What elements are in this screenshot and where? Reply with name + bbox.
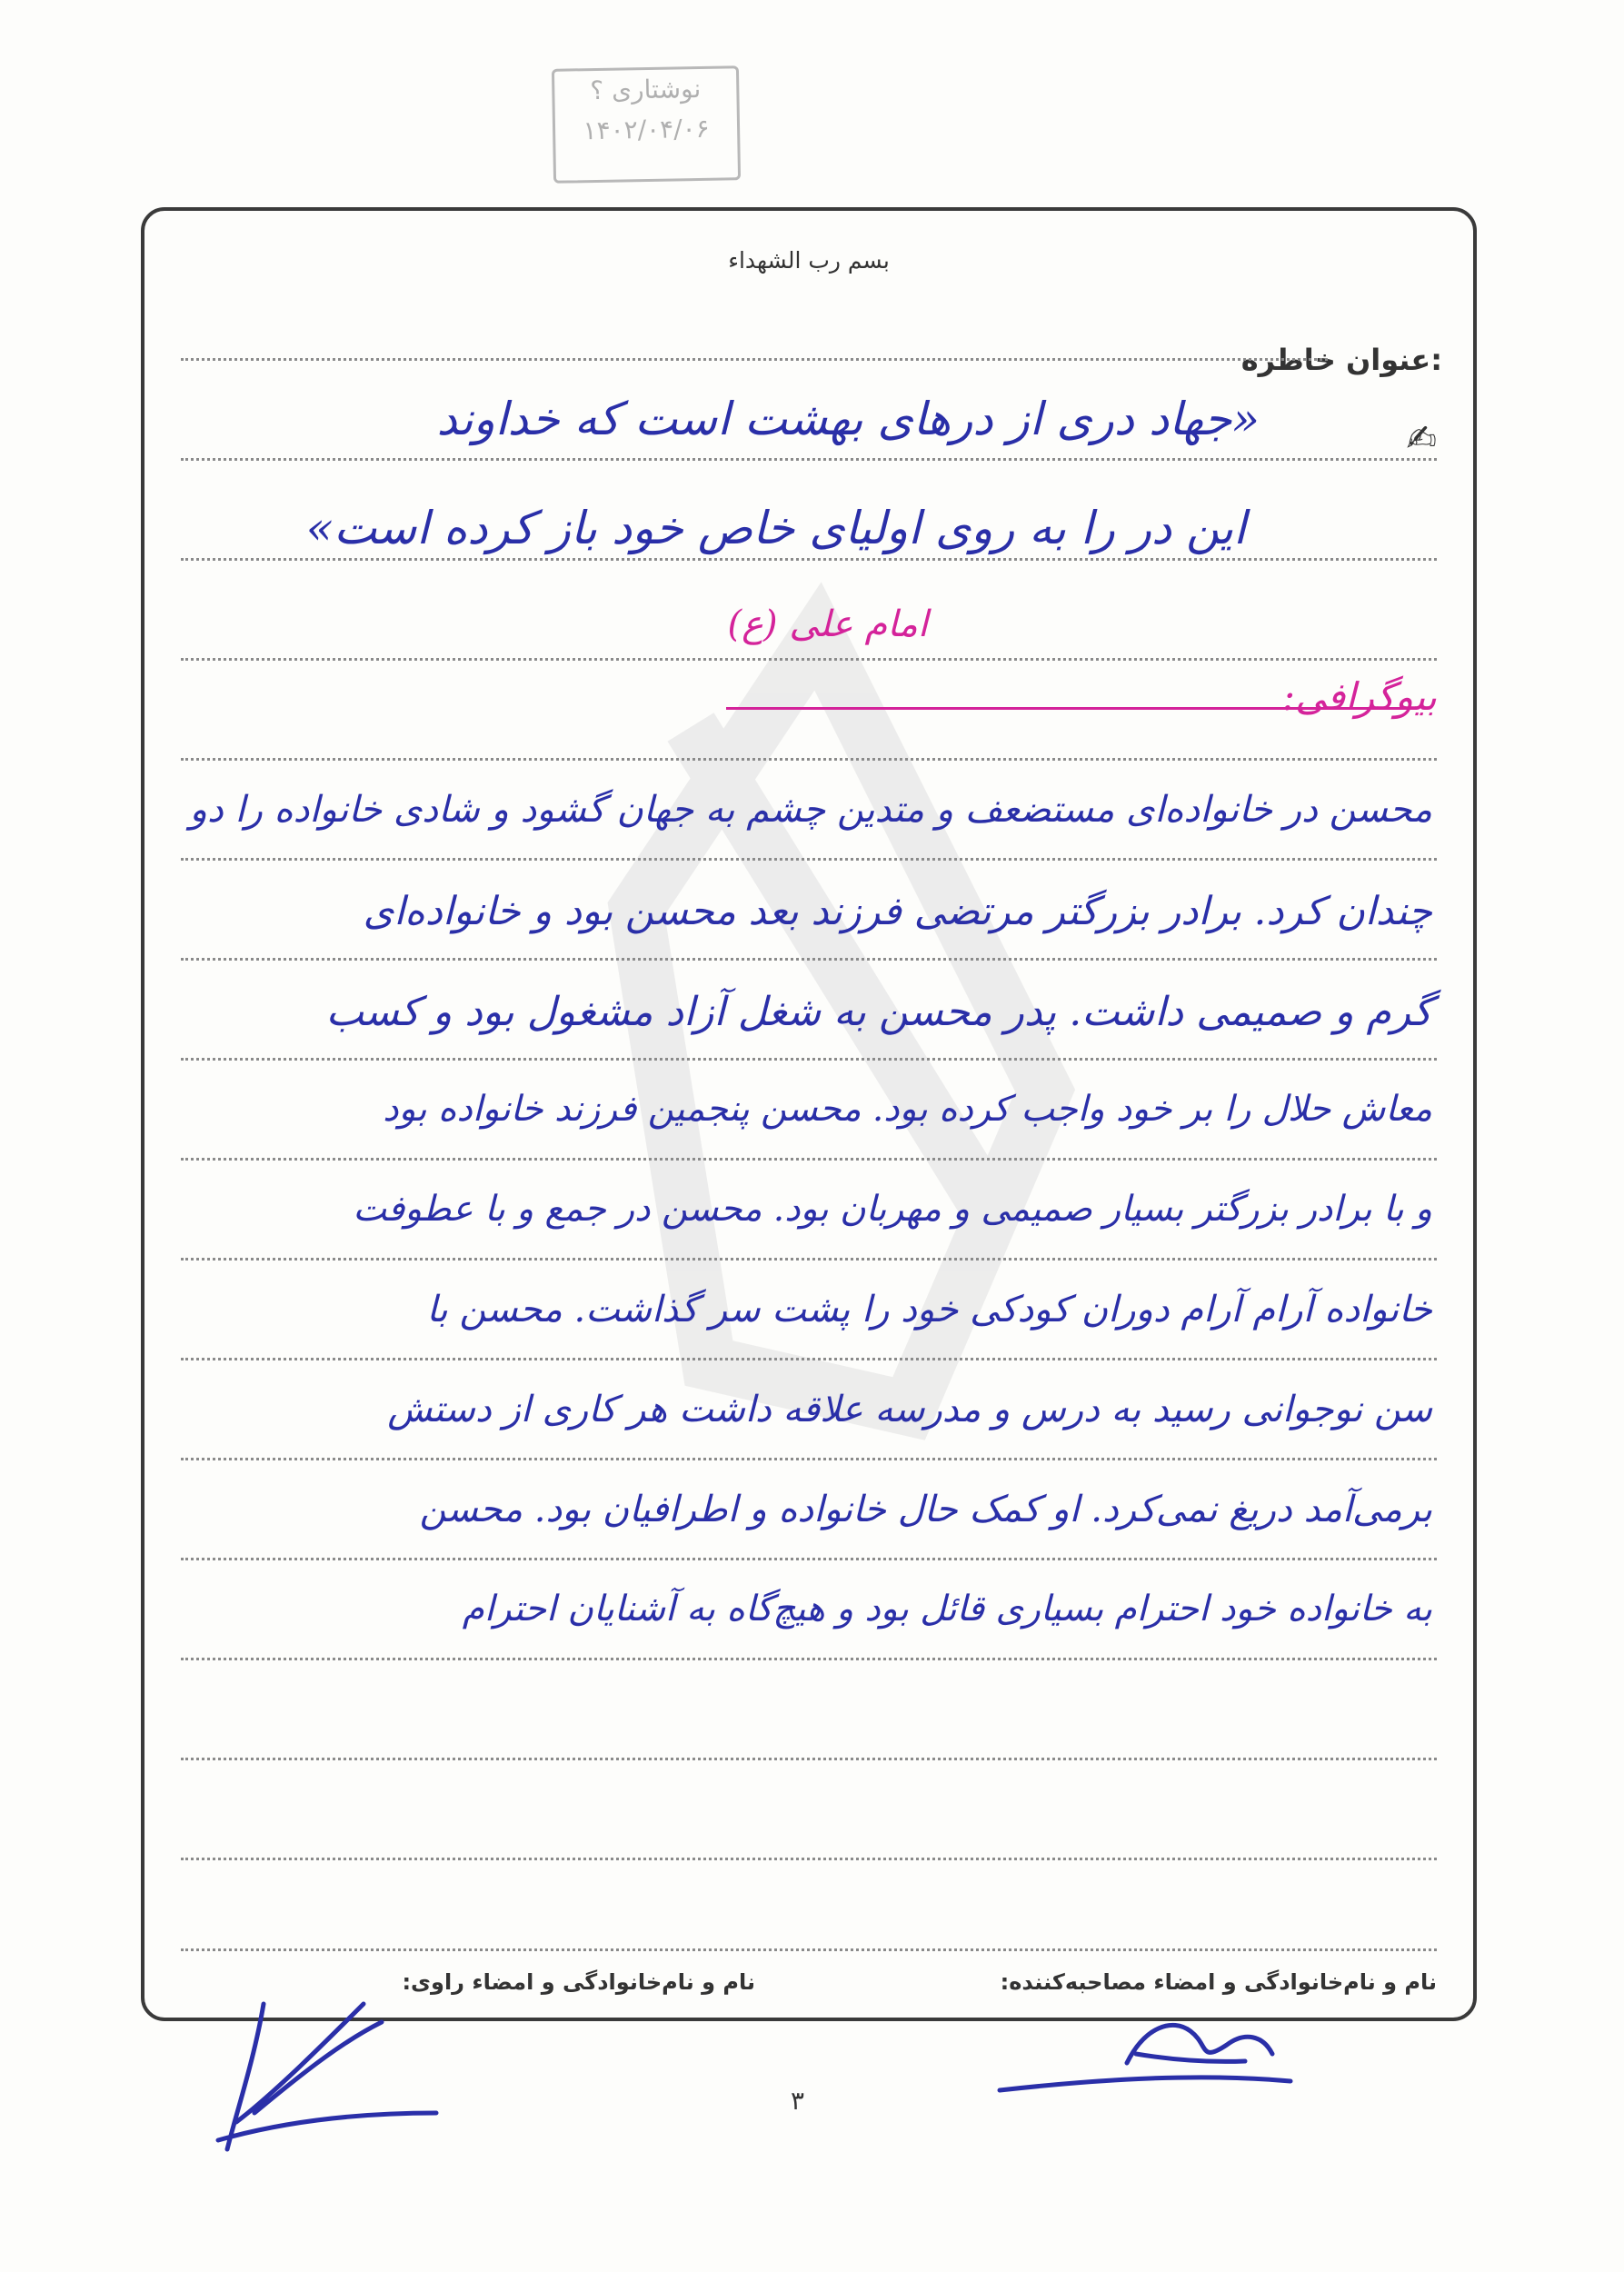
ruled-line	[181, 1658, 1437, 1660]
memoir-form-card	[141, 207, 1477, 2021]
ruled-line	[181, 1058, 1437, 1061]
ruled-line	[181, 1558, 1437, 1560]
ruled-line	[181, 1158, 1437, 1161]
ruled-line	[181, 1948, 1437, 1951]
narrator-signature	[200, 1986, 473, 2167]
ruled-line	[181, 358, 1328, 361]
ruled-line	[181, 1258, 1437, 1261]
handwritten-section-heading: بیوگرافی:	[1281, 674, 1437, 719]
page-number: ۳	[791, 2086, 805, 2116]
handwritten-attribution: امام علی (ع)	[727, 603, 928, 645]
pen-icon: ✍	[1406, 418, 1437, 460]
ruled-line	[181, 558, 1437, 561]
ruled-line	[181, 1358, 1437, 1360]
handwritten-body-line: چندان کرد. برادر بزرگتر مرتضی فرزند بعد محسن بود و خانواده‌ای	[363, 889, 1432, 934]
handwritten-body-line: محسن در خانواده‌ای مستضعف و متدین چشم به جهان گشود و شادی خانواده را دو	[189, 789, 1432, 831]
ruled-line	[181, 1758, 1437, 1760]
ruled-line	[181, 858, 1437, 861]
handwritten-body-line: خانواده آرام آرام دوران کودکی خود را پشت سر گذاشت. محسن با	[426, 1289, 1432, 1330]
ruled-line	[181, 1458, 1437, 1460]
ruled-line	[181, 958, 1437, 961]
ruled-line	[181, 758, 1437, 761]
ruled-line	[181, 458, 1437, 461]
interviewer-signature	[991, 1990, 1300, 2127]
registry-stamp	[552, 65, 741, 184]
heading-underline	[726, 707, 1417, 710]
ruled-line	[181, 658, 1437, 661]
handwritten-quote-line-2: این در را به روی اولیای خاص خود باز کرده است»	[305, 502, 1246, 554]
handwritten-body-line: برمی‌آمد دریغ نمی‌کرد. او کمک حال خانواده و اطرافیان بود. محسن	[419, 1489, 1432, 1530]
interviewer-signature-label: نام و نام‌خانوادگی و امضاء مصاحبه‌کننده:	[1000, 1969, 1437, 1995]
stamp-line: نوشتاری ؟	[590, 73, 702, 106]
handwritten-body-line: سن نوجوانی رسید به درس و مدرسه علاقه داشت هر کاری از دستش	[387, 1389, 1432, 1430]
handwritten-body-line: و با برادر بزرگتر بسیار صمیمی و مهربان بود. محسن در جمع و با عطوفت	[353, 1189, 1432, 1230]
handwritten-body-line: معاش حلال را بر خود واجب کرده بود. محسن پنجمین فرزند خانواده بود	[383, 1089, 1432, 1130]
handwritten-body-line: گرم و صمیمی داشت. پدر محسن به شغل آزاد مشغول بود و کسب	[325, 989, 1432, 1035]
stamp-line: ۱۴۰۲/۰۴/۰۶	[583, 113, 710, 146]
memoir-title-label: عنوان خاطره:	[1240, 343, 1442, 377]
ruled-line	[181, 1858, 1437, 1860]
narrator-signature-label: نام و نام‌خانوادگی و امضاء راوی:	[402, 1969, 755, 1995]
handwritten-quote-line-1: «جهاد دری از درهای بهشت است که خداوند	[436, 393, 1260, 445]
form-header: بسم رب الشهداء	[728, 247, 890, 274]
handwritten-body-line: به خانواده خود احترام بسیاری قائل بود و هیچ‌گاه به آشنایان احترام	[462, 1589, 1432, 1629]
